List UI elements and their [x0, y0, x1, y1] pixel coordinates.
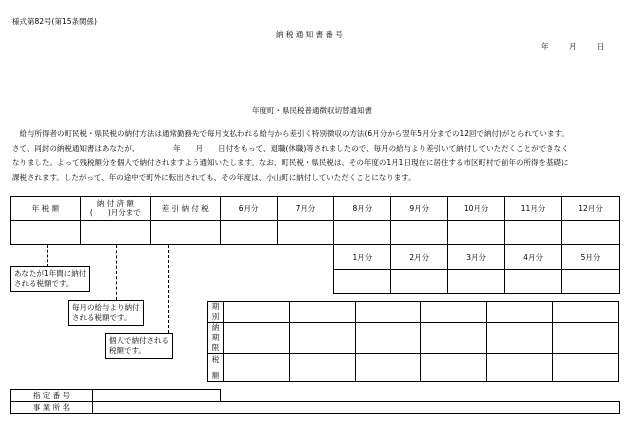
- schedule-cell: [289, 302, 355, 323]
- month-amount-cell: [334, 221, 391, 245]
- schedule-cell: [487, 302, 553, 323]
- month-header: 8月分: [334, 197, 391, 221]
- schedule-cell: [421, 323, 487, 354]
- month-header: 4月分: [505, 245, 562, 270]
- month-amount-cell: [391, 221, 448, 245]
- schedule-cell: [487, 323, 553, 354]
- leader-line: [168, 245, 169, 333]
- schedule-cell: [421, 302, 487, 323]
- paragraph-line: 給与所得者の町民税・県民税の納付方法は通常勤務先で毎月支払われる給与から差引く特別徴収の方法(6月分から翌年5月分までの12回で納付)がとられています。: [12, 129, 569, 138]
- notice-paragraph: [12, 127, 620, 185]
- month-amount-cell: [334, 270, 391, 294]
- month-amount-cell: [277, 221, 334, 245]
- schedule-cell: [289, 354, 355, 382]
- schedule-cell: [553, 354, 619, 382]
- date-year-label: 年: [541, 42, 549, 51]
- form-number: 様式第82号(第15条関係): [12, 17, 97, 26]
- month-amount-cell: [448, 270, 505, 294]
- month-header: 5月分: [562, 245, 620, 270]
- month-amount-cell: [505, 221, 562, 245]
- schedule-cell: [421, 354, 487, 382]
- schedule-cell: [487, 354, 553, 382]
- month-header: 10月分: [448, 197, 505, 221]
- schedule-cell: [223, 302, 289, 323]
- month-amount-cell: [562, 270, 620, 294]
- tax-amount-table: [10, 196, 620, 294]
- month-header: 12月分: [562, 197, 620, 221]
- tax-amount-label: 税 額: [208, 354, 224, 382]
- paragraph-line: なりました。よって残税額分を個人で納付されますよう通知いたします。なお、町民税・県民税は、その年度の1月1日現在に居住する市区町村で前年の所得を基礎に: [12, 158, 569, 167]
- month-amount-cell: [505, 270, 562, 294]
- callout-personal-payment: 個人で納付される 税額です。: [105, 333, 173, 359]
- month-header: 2月分: [391, 245, 448, 270]
- callout-annual-tax: あなたが1年間に納付 される税額です。: [10, 266, 90, 292]
- month-header: 1月分: [334, 245, 391, 270]
- deduction-header: 差 引 納 付 税: [150, 197, 220, 221]
- deadline-label: 納 期 限: [208, 323, 224, 354]
- schedule-cell: [355, 302, 421, 323]
- paragraph-line: 課税されます。したがって、年の途中で町外に転出されても、その年度は、小山町に納付していただくことになります。: [12, 172, 416, 182]
- schedule-cell: [355, 354, 421, 382]
- callout-monthly-deduction: 毎月の給与より納付 される税額です。: [68, 300, 144, 326]
- designated-number-label: 指 定 番 号: [11, 390, 93, 402]
- payment-schedule-table: [207, 301, 619, 382]
- schedule-cell: [223, 323, 289, 354]
- footer-table: [10, 389, 620, 414]
- annual-tax-cell: [11, 221, 81, 245]
- month-amount-cell: [448, 221, 505, 245]
- month-amount-cell: [220, 221, 277, 245]
- schedule-cell: [223, 354, 289, 382]
- document-subtitle: 年度町・県民税普通徴収切替通知書: [252, 106, 372, 115]
- paid-amount-cell: [80, 221, 150, 245]
- office-name-value: [92, 402, 619, 414]
- schedule-cell: [553, 323, 619, 354]
- deduction-cell: [150, 221, 220, 245]
- month-amount-cell: [562, 221, 620, 245]
- month-amount-cell: [391, 270, 448, 294]
- schedule-cell: [553, 302, 619, 323]
- month-header: 6月分: [220, 197, 277, 221]
- annual-tax-header: 年 税 額: [11, 197, 81, 221]
- month-header: 11月分: [505, 197, 562, 221]
- period-label: 期 別: [208, 302, 224, 323]
- leader-line: [47, 245, 48, 267]
- month-header: 9月分: [391, 197, 448, 221]
- paragraph-line: さて、同封の納税通知書はあなたが、 年 月 日付をもって、退職(休職)等されましたので、毎月の給与より差引いて納付していただくことができなく: [12, 143, 569, 153]
- office-name-label: 事 業 所 名: [11, 402, 93, 414]
- schedule-cell: [289, 323, 355, 354]
- month-header: 7月分: [277, 197, 334, 221]
- designated-number-value: [92, 390, 220, 402]
- date-month-label: 月: [569, 42, 577, 51]
- leader-line: [116, 245, 117, 300]
- schedule-cell: [355, 323, 421, 354]
- paid-amount-header: 納 付 済 額 ( )月分まで: [80, 197, 150, 221]
- date-day-label: 日: [597, 42, 605, 51]
- notice-number-title: 納 税 通 知 書 番 号: [276, 30, 343, 39]
- month-header: 3月分: [448, 245, 505, 270]
